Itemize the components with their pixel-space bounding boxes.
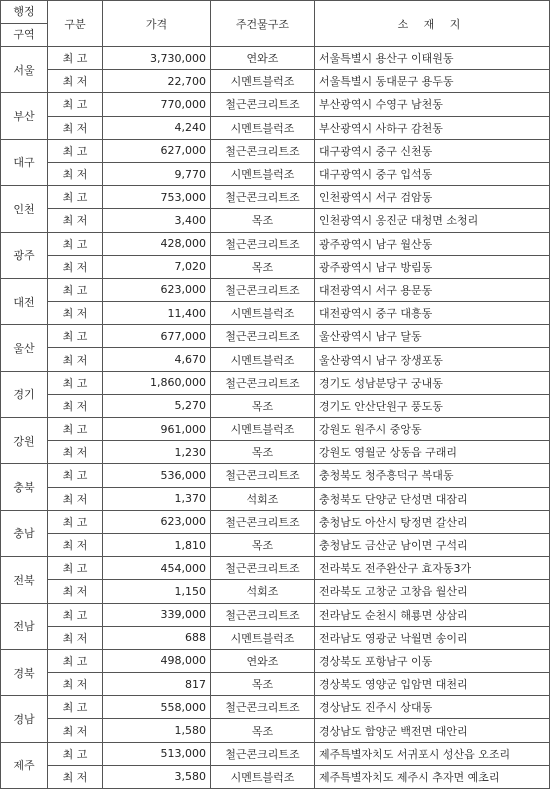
table-row — [1, 348, 550, 371]
region-cell: 경북 — [1, 649, 48, 695]
type-cell: 최 저 — [48, 394, 103, 417]
structure-cell: 목조 — [211, 533, 315, 556]
region-cell: 강원 — [1, 418, 48, 464]
type-cell: 최 저 — [48, 441, 103, 464]
location-cell: 경기도 안산단원구 풍도동 — [315, 394, 550, 417]
type-cell: 최 저 — [48, 348, 103, 371]
header-row — [1, 1, 550, 47]
table-row — [1, 302, 550, 325]
type-cell: 최 고 — [48, 603, 103, 626]
type-cell: 최 저 — [48, 209, 103, 232]
table-row — [1, 93, 550, 116]
structure-header: 주건물구조 — [211, 1, 315, 47]
price-cell: 677,000 — [103, 325, 211, 348]
table-row — [1, 116, 550, 139]
table-row — [1, 255, 550, 278]
type-cell: 최 고 — [48, 186, 103, 209]
region-cell: 광주 — [1, 232, 48, 278]
price-cell: 513,000 — [103, 742, 211, 765]
location-cell: 경기도 성남분당구 궁내동 — [315, 371, 550, 394]
type-cell: 최 고 — [48, 649, 103, 672]
region-cell: 전남 — [1, 603, 48, 649]
price-cell: 1,230 — [103, 441, 211, 464]
location-cell: 충청남도 금산군 남이면 구석리 — [315, 533, 550, 556]
table-row — [1, 418, 550, 441]
table-row — [1, 696, 550, 719]
table-row — [1, 510, 550, 533]
location-cell: 충청북도 단양군 단성면 대잠리 — [315, 487, 550, 510]
structure-cell: 시멘트블럭조 — [211, 70, 315, 93]
price-cell: 1,150 — [103, 580, 211, 603]
structure-cell: 철근콘크리트조 — [211, 510, 315, 533]
price-cell: 623,000 — [103, 510, 211, 533]
type-cell: 최 저 — [48, 162, 103, 185]
structure-cell: 철근콘크리트조 — [211, 139, 315, 162]
location-cell: 강원도 원주시 중앙동 — [315, 418, 550, 441]
type-cell: 최 저 — [48, 255, 103, 278]
location-cell: 인천광역시 서구 검암동 — [315, 186, 550, 209]
table-row — [1, 209, 550, 232]
structure-cell: 철근콘크리트조 — [211, 603, 315, 626]
price-cell: 688 — [103, 626, 211, 649]
type-cell: 최 저 — [48, 580, 103, 603]
type-cell: 최 고 — [48, 232, 103, 255]
location-cell: 경상북도 포항남구 이동 — [315, 649, 550, 672]
region-cell: 인천 — [1, 186, 48, 232]
table-row — [1, 371, 550, 394]
price-cell: 753,000 — [103, 186, 211, 209]
type-cell: 최 저 — [48, 116, 103, 139]
price-cell: 1,810 — [103, 533, 211, 556]
structure-cell: 연와조 — [211, 649, 315, 672]
table-row — [1, 649, 550, 672]
type-cell: 최 저 — [48, 533, 103, 556]
type-cell: 최 고 — [48, 47, 103, 70]
location-cell: 충청남도 아산시 탕정면 갈산리 — [315, 510, 550, 533]
structure-cell: 석회조 — [211, 580, 315, 603]
type-cell: 최 저 — [48, 70, 103, 93]
region-cell: 제주 — [1, 742, 48, 788]
table-row — [1, 441, 550, 464]
structure-cell: 시멘트블럭조 — [211, 348, 315, 371]
location-cell: 대구광역시 중구 입석동 — [315, 162, 550, 185]
price-cell: 498,000 — [103, 649, 211, 672]
structure-cell: 철근콘크리트조 — [211, 186, 315, 209]
location-cell: 경상남도 함양군 백전면 대안리 — [315, 719, 550, 742]
price-cell: 536,000 — [103, 464, 211, 487]
location-cell: 전라남도 영광군 낙월면 송이리 — [315, 626, 550, 649]
price-cell: 627,000 — [103, 139, 211, 162]
price-cell: 4,240 — [103, 116, 211, 139]
table-body — [1, 47, 550, 789]
location-cell: 대전광역시 중구 대흥동 — [315, 302, 550, 325]
structure-cell: 목조 — [211, 719, 315, 742]
table-row — [1, 626, 550, 649]
table-row — [1, 673, 550, 696]
location-cell: 경상남도 진주시 상대동 — [315, 696, 550, 719]
structure-cell: 목조 — [211, 441, 315, 464]
price-cell: 770,000 — [103, 93, 211, 116]
structure-cell: 시멘트블럭조 — [211, 626, 315, 649]
structure-cell: 시멘트블럭조 — [211, 302, 315, 325]
price-cell: 428,000 — [103, 232, 211, 255]
type-cell: 최 저 — [48, 302, 103, 325]
location-cell: 제주특별자치도 서귀포시 성산읍 오조리 — [315, 742, 550, 765]
table-row — [1, 719, 550, 742]
location-cell: 광주광역시 남구 방림동 — [315, 255, 550, 278]
price-cell: 961,000 — [103, 418, 211, 441]
location-cell: 울산광역시 남구 장생포동 — [315, 348, 550, 371]
price-cell: 1,860,000 — [103, 371, 211, 394]
region-cell: 충남 — [1, 510, 48, 556]
table-row — [1, 278, 550, 301]
location-cell: 인천광역시 옹진군 대청면 소청리 — [315, 209, 550, 232]
price-cell: 4,670 — [103, 348, 211, 371]
structure-cell: 철근콘크리트조 — [211, 232, 315, 255]
region-header-top: 행정 — [1, 1, 47, 24]
price-cell: 5,270 — [103, 394, 211, 417]
location-cell: 전라북도 전주완산구 효자동3가 — [315, 557, 550, 580]
region-cell: 부산 — [1, 93, 48, 139]
type-cell: 최 고 — [48, 371, 103, 394]
location-cell: 대전광역시 서구 용문동 — [315, 278, 550, 301]
price-cell: 817 — [103, 673, 211, 696]
structure-cell: 시멘트블럭조 — [211, 116, 315, 139]
table-row — [1, 464, 550, 487]
type-cell: 최 고 — [48, 325, 103, 348]
region-cell: 경남 — [1, 696, 48, 742]
price-header: 가격 — [103, 1, 211, 47]
table-row — [1, 742, 550, 765]
region-cell: 서울 — [1, 47, 48, 93]
type-cell: 최 고 — [48, 742, 103, 765]
location-header: 소 재 지 — [315, 1, 550, 47]
type-cell: 최 고 — [48, 93, 103, 116]
region-cell: 경기 — [1, 371, 48, 417]
type-cell: 최 고 — [48, 278, 103, 301]
structure-cell: 시멘트블럭조 — [211, 765, 315, 788]
structure-cell: 목조 — [211, 673, 315, 696]
location-cell: 서울특별시 용산구 이태원동 — [315, 47, 550, 70]
location-cell: 전라남도 순천시 해룡면 상삼리 — [315, 603, 550, 626]
price-cell: 339,000 — [103, 603, 211, 626]
region-header — [1, 1, 48, 47]
table-row — [1, 70, 550, 93]
structure-cell: 철근콘크리트조 — [211, 93, 315, 116]
location-cell: 전라북도 고창군 고창읍 월산리 — [315, 580, 550, 603]
location-cell: 강원도 영월군 상동읍 구래리 — [315, 441, 550, 464]
price-cell: 1,580 — [103, 719, 211, 742]
price-cell: 1,370 — [103, 487, 211, 510]
table-row — [1, 47, 550, 70]
region-cell: 울산 — [1, 325, 48, 371]
structure-cell: 철근콘크리트조 — [211, 278, 315, 301]
structure-cell: 연와조 — [211, 47, 315, 70]
type-cell: 최 고 — [48, 464, 103, 487]
price-cell: 22,700 — [103, 70, 211, 93]
price-cell: 623,000 — [103, 278, 211, 301]
table-row — [1, 162, 550, 185]
structure-cell: 철근콘크리트조 — [211, 464, 315, 487]
table-row — [1, 186, 550, 209]
table-row — [1, 533, 550, 556]
price-cell: 3,730,000 — [103, 47, 211, 70]
price-cell: 3,400 — [103, 209, 211, 232]
type-cell: 최 저 — [48, 626, 103, 649]
table-row — [1, 232, 550, 255]
location-cell: 부산광역시 사하구 감천동 — [315, 116, 550, 139]
table-row — [1, 487, 550, 510]
type-cell: 최 저 — [48, 719, 103, 742]
structure-cell: 철근콘크리트조 — [211, 325, 315, 348]
region-cell: 대전 — [1, 278, 48, 324]
location-cell: 제주특별자치도 제주시 추자면 예초리 — [315, 765, 550, 788]
structure-cell: 목조 — [211, 209, 315, 232]
type-cell: 최 저 — [48, 487, 103, 510]
structure-cell: 시멘트블럭조 — [211, 162, 315, 185]
type-cell: 최 고 — [48, 510, 103, 533]
region-cell: 전북 — [1, 557, 48, 603]
price-cell: 9,770 — [103, 162, 211, 185]
table-row — [1, 765, 550, 788]
structure-cell: 철근콘크리트조 — [211, 742, 315, 765]
type-cell: 최 고 — [48, 696, 103, 719]
location-cell: 충청북도 청주흥덕구 복대동 — [315, 464, 550, 487]
location-cell: 경상북도 영양군 입암면 대천리 — [315, 673, 550, 696]
price-cell: 558,000 — [103, 696, 211, 719]
location-cell: 광주광역시 남구 월산동 — [315, 232, 550, 255]
type-cell: 최 고 — [48, 139, 103, 162]
region-cell: 대구 — [1, 139, 48, 185]
structure-cell: 철근콘크리트조 — [211, 371, 315, 394]
table-row — [1, 394, 550, 417]
table-row — [1, 139, 550, 162]
location-cell: 울산광역시 남구 달동 — [315, 325, 550, 348]
table-row — [1, 580, 550, 603]
structure-cell: 석회조 — [211, 487, 315, 510]
region-header-bottom: 구역 — [13, 28, 35, 41]
table-row — [1, 603, 550, 626]
location-cell: 서울특별시 동대문구 용두동 — [315, 70, 550, 93]
type-cell: 최 고 — [48, 418, 103, 441]
type-header: 구분 — [48, 1, 103, 47]
table-row — [1, 325, 550, 348]
structure-cell: 철근콘크리트조 — [211, 696, 315, 719]
region-cell: 충북 — [1, 464, 48, 510]
structure-cell: 철근콘크리트조 — [211, 557, 315, 580]
price-cell: 11,400 — [103, 302, 211, 325]
location-cell: 부산광역시 수영구 남천동 — [315, 93, 550, 116]
structure-cell: 목조 — [211, 255, 315, 278]
price-cell: 454,000 — [103, 557, 211, 580]
price-cell: 3,580 — [103, 765, 211, 788]
structure-cell: 시멘트블럭조 — [211, 418, 315, 441]
location-cell: 대구광역시 중구 신천동 — [315, 139, 550, 162]
price-cell: 7,020 — [103, 255, 211, 278]
type-cell: 최 저 — [48, 765, 103, 788]
table-row — [1, 557, 550, 580]
structure-cell: 목조 — [211, 394, 315, 417]
type-cell: 최 고 — [48, 557, 103, 580]
type-cell: 최 저 — [48, 673, 103, 696]
